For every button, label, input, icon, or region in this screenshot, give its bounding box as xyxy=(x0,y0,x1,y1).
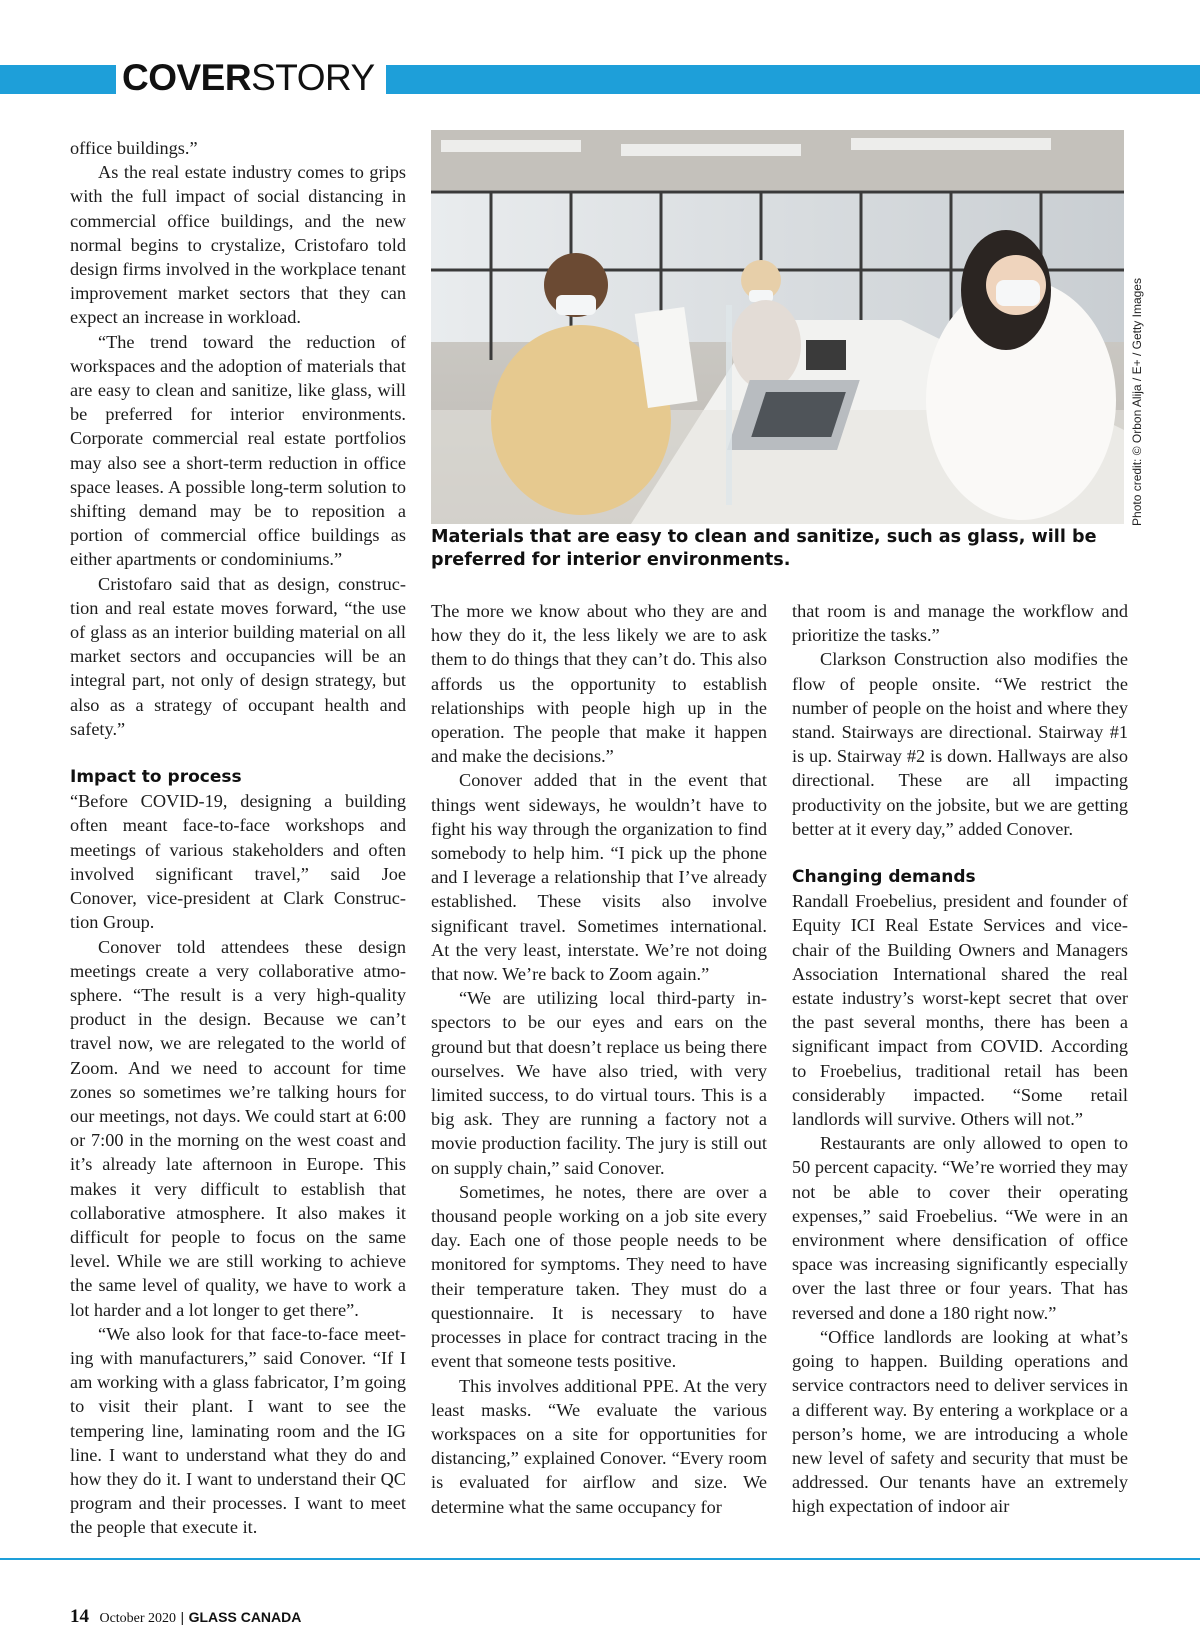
column-1-paragraphs-2 xyxy=(70,789,406,1539)
office-photo xyxy=(431,130,1124,524)
column-3-paragraphs xyxy=(792,599,1128,841)
article-paragraph: Cristofaro said that as design, construction and real estate moves forward, “the use of glass as an interior building material on all market sectors and occupancies will be an integral part, not only of design strategy, but also as a strategy of occupant health and safety.” xyxy=(70,573,406,739)
article-paragraph: Conover added that in the event that things went sideways, he wouldn’t have to fight his way through the organization to find somebody to help him. “I pick up the phone and I leverage a relationship that I’ve already established. These visits also involve significant travel. Sometimes international. At the very least, interstate. We’re not doing that now. We’re back to Zoom again.” xyxy=(431,770,767,985)
subheading-impact-to-process: Impact to process xyxy=(70,767,242,788)
magazine-name: GLASS CANADA xyxy=(188,1609,302,1625)
article-column-3 xyxy=(792,599,1128,1519)
column-1-paragraphs xyxy=(70,136,406,741)
article-paragraph: Randall Froebelius, president and founder of Equity ICI Real Estate Services and vice-chair of the Building Owners and Managers Association International shared the real estate industry’s worst-kept secret that over the past several months, there has been a significant impact from COVID. According to Froebelius, traditional retail has been considerably impacted. “Some retail landlords will survive. Others will not.” xyxy=(792,891,1128,1130)
article-paragraph: office buildings.” xyxy=(70,138,198,158)
subheading-changing-demands: Changing demands xyxy=(792,867,976,888)
issue-date: October 2020 xyxy=(99,1611,177,1626)
article-paragraph: “We also look for that face-to-face meeting with manufacturers,” said Conover. “If I am working with a glass fabricator, I’m going to visit their plant. I want to see the tempering line, laminating room and the IG line. I want to understand what they do and how they do it. I want to understand their QC program and their processes. I want to meet the people that execute it. xyxy=(70,1323,406,1538)
article-paragraph: The more we know about who they are and how they do it, the less likely we are to ask them to do things that they can’t do. This also affords us the opportunity to establish relationships with people high up in the operation. The people that make it happen and make the decisions.” xyxy=(431,601,767,767)
article-paragraph: “Office landlords are looking at what’s going to happen. Building operations and service contractors need to deliver services in a different way. By entering a workplace or a person’s home, we are introducing a whole new level of safety and security that must be addressed. Our tenants have an extremely high expectation of indoor air xyxy=(792,1326,1128,1517)
article-column-1 xyxy=(70,136,406,1540)
column-3-paragraphs-2 xyxy=(792,889,1128,1518)
article-paragraph: that room is and manage the workflow and prioritize the tasks.” xyxy=(792,601,1128,646)
article-paragraph: “Before COVID-19, designing a building often meant face-to-face workshops and meetings of various stakeholders and often involved significant travel,” said Joe Conover, vice-president at Clark Construction Group. xyxy=(70,791,406,933)
photo-caption: Materials that are easy to clean and sanitize, such as glass, will be preferred for interior environments. xyxy=(431,527,1097,570)
header-accent-bar-left xyxy=(0,65,116,94)
article-paragraph: Sometimes, he notes, there are over a thousand people working on a job site every day. Each one of those people needs to be monitored for symptoms. They need to have their temperature taken. They must do a questionnaire. It is necessary to have processes in place for contract tracing in the event that someone tests positive. xyxy=(431,1181,767,1372)
article-paragraph: Clarkson Construction also modifies the flow of people onsite. “We restrict the number of people on the hoist and where they stand. Stairways are directional. Stairway #1 is up. Stairway #2 is down. Hallways are also directional. These are all impacting productivity on the jobsite, but we are getting better at it every day,” added Conover. xyxy=(792,649,1128,839)
article-paragraph: Conover told attendees these design meetings create a very collaborative atmosphere. “The result is a very high-quality product in the design. Because we can’t travel now, we are relegated to the world of Zoom. And we need to account for time zones so sometimes we’re talking hours for our meetings, not days. We could start at 6:00 or 7:00 in the morning on the west coast and it’s already late afternoon in Europe. This makes it very difficult to establish that collaborative atmosphere. It also makes it difficult for people to focus on the same level. While we are still working to achieve the same level of quality, we have to work a lot harder and a lot longer to get there”. xyxy=(70,936,406,1320)
section-title-bold: COVER xyxy=(122,57,252,98)
article-paragraph: “We are utilizing local third-party inspectors to be our eyes and ears on the ground but that doesn’t replace us being there ourselves. We have also tried, with very limited success, to do virtual tours. This is a big ask. They are running a factory not a movie production facility. The jury is still out on supply chain,” said Conover. xyxy=(431,988,767,1178)
footer-separator: | xyxy=(180,1609,185,1625)
section-title-light: STORY xyxy=(251,57,375,98)
article-paragraph: Restaurants are only allowed to open to 50 percent capacity. “We’re worried they may not be able to cover their operating expenses,” said Froebelius. “We were in an environment where densification of office space was increasing significantly especially over the last three or four years. That has reversed and done a 180 right now.” xyxy=(792,1133,1128,1323)
photo-credit: Photo credit: © Orbon Alija / E+ / Getty Images xyxy=(1130,277,1144,526)
page-number: 14 xyxy=(70,1606,89,1627)
article-paragraph: “The trend toward the reduction of workspaces and the adoption of materials that are easy to clean and sanitize, like glass, will be preferred for interior environments. Corporate commercial real estate portfolios may also see a short-term reduction in office space leases. A possible long-term solution to shifting demand may be to reposition a portion of commercial office buildings as either apartments or condominiums.” xyxy=(70,331,406,570)
column-2-paragraphs xyxy=(431,599,767,1519)
article-paragraph: This involves additional PPE. At the very least masks. “We evaluate the various workspaces on a site for opportunities for distancing,” explained Conover. “Every room is evaluated for airflow and size. We determine what the same occupancy for xyxy=(431,1375,767,1517)
section-title xyxy=(122,58,375,98)
header-accent-bar-right xyxy=(386,65,1200,94)
article-paragraph: As the real estate industry comes to grips with the full impact of social distancing in commercial office buildings, and the new normal begins to crystalize, Cristofaro told design firms involved in the workplace tenant improvement market sectors that they can expect an increase in workload. xyxy=(70,162,406,328)
article-column-2 xyxy=(431,599,767,1519)
footer-rule xyxy=(0,1558,1200,1560)
page-footer xyxy=(70,1606,301,1628)
